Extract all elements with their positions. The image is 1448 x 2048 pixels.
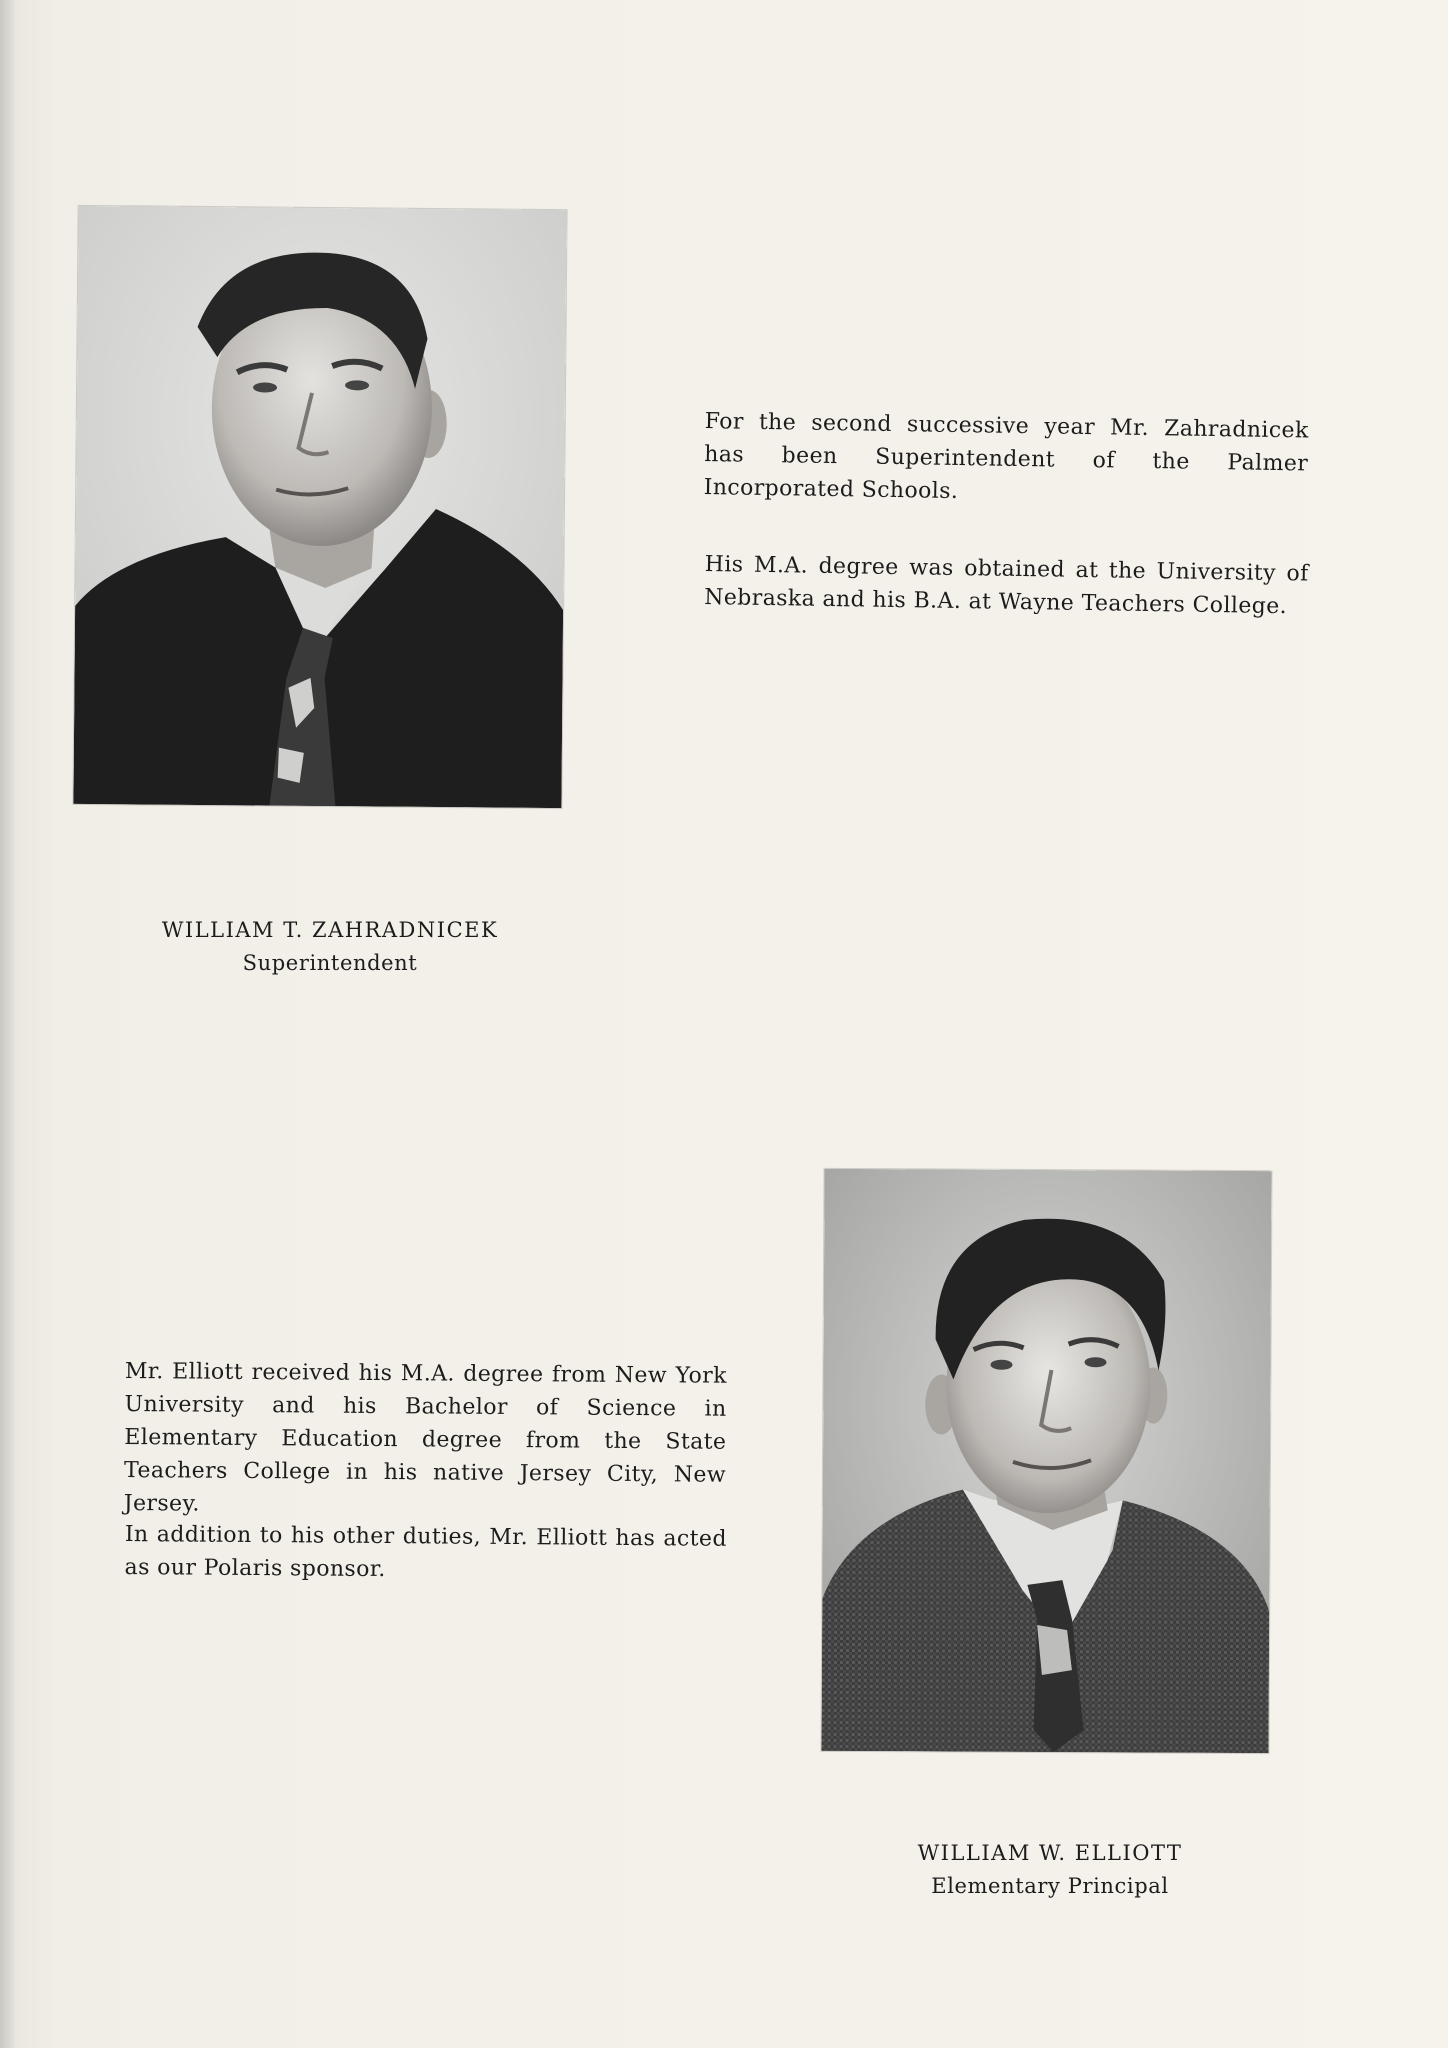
superintendent-bio-paragraph-2: His M.A. degree was obtained at the University of Nebraska and his B.A. at Wayne Teachers College. <box>704 551 1309 620</box>
principal-caption <box>840 1837 1260 1903</box>
principal-bio-paragraph-1: Mr. Elliott received his M.A. degree from New York University and his Bachelor of Science in Elementary Education degree from the State Teachers College in his native Jersey City, New Jersey. <box>123 1358 727 1517</box>
principal-title: Elementary Principal <box>931 1874 1169 1898</box>
principal-portrait-photo <box>821 1169 1271 1753</box>
superintendent-bio-paragraph-1: For the second successive year Mr. Zahradnicek has been Superintendent of the Palmer Incorporated Schools. <box>703 408 1309 504</box>
superintendent-caption <box>120 914 540 980</box>
principal-name: WILLIAM W. ELLIOTT <box>917 1841 1183 1865</box>
superintendent-portrait-photo <box>73 206 566 808</box>
principal-bio-paragraph-2: In addition to his other duties, Mr. Elliott has acted as our Polaris sponsor. <box>124 1521 727 1583</box>
superintendent-name: WILLIAM T. ZAHRADNICEK <box>161 918 499 942</box>
superintendent-title: Superintendent <box>242 951 418 975</box>
page-binding-edge <box>0 0 14 2048</box>
